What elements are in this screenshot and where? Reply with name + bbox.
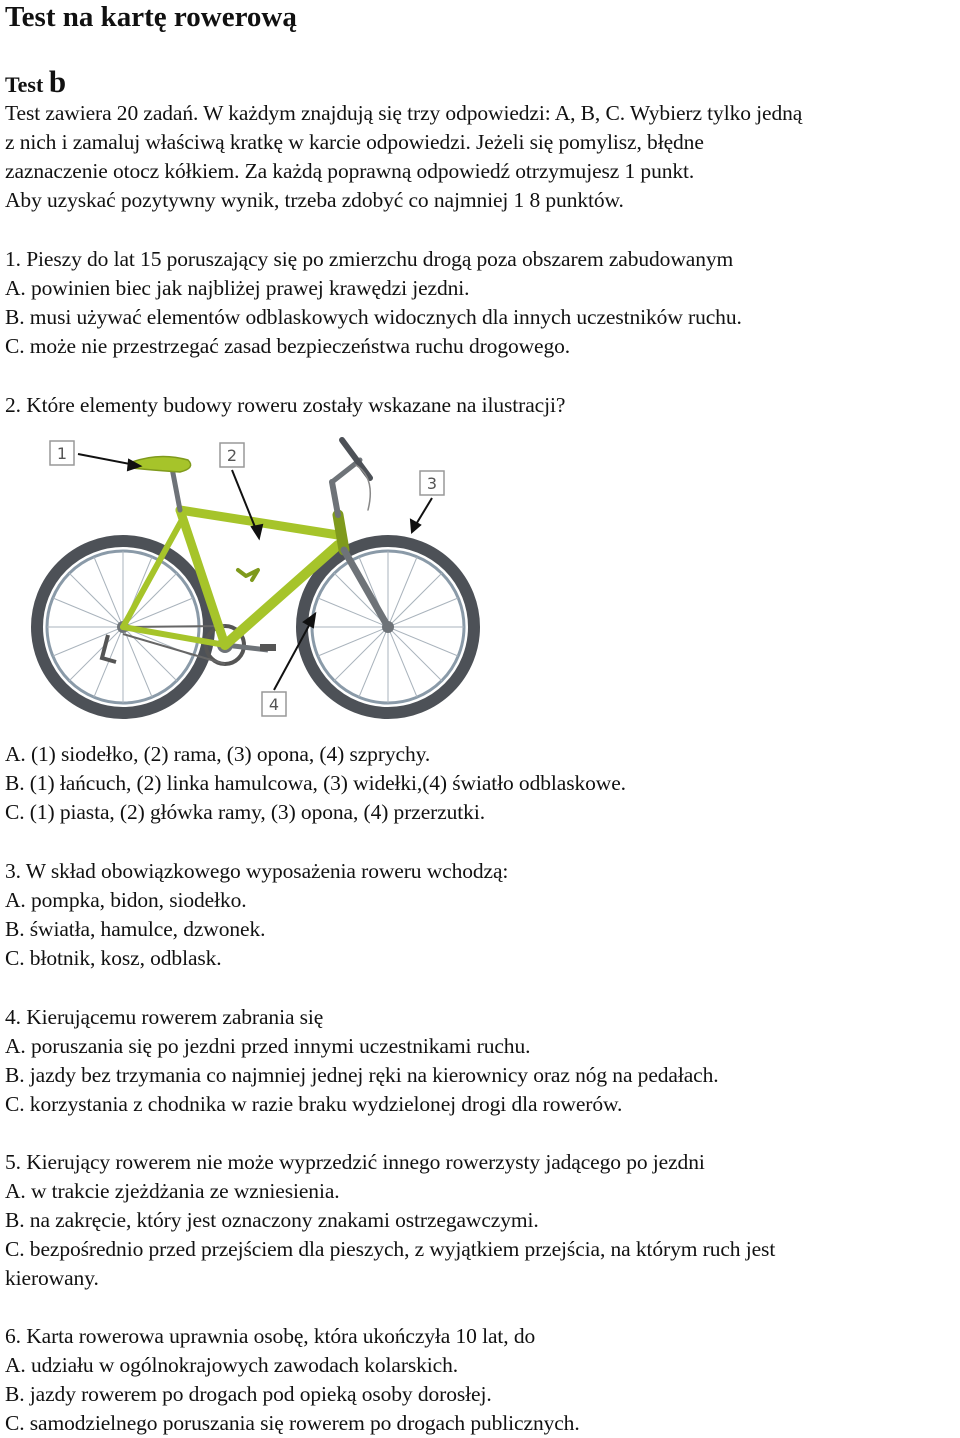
answer-2c: C. (1) piasta, (2) główka ramy, (3) opona, (4) przerzutki. [5,800,485,824]
answer-1c: C. może nie przestrzegać zasad bezpieczeństwa ruchu drogowego. [5,334,571,358]
svg-text:4: 4 [268,695,280,714]
bicycle-illustration [20,430,500,725]
question-1: 1. Pieszy do lat 15 poruszający się po zmierzchu drogą poza obszarem zabudowanym [5,247,734,271]
intro-line: Test zawiera 20 zadań. W każdym znajdują się trzy odpowiedzi: A, B, C. Wybierz tylko jedną [5,101,803,125]
answer-5c-continued: kierowany. [5,1266,99,1290]
test-label-letter: b [48,64,67,99]
callout-label-4 [262,692,286,716]
answer-1b: B. musi używać elementów odblaskowych widocznych dla innych uczestników ruchu. [5,305,742,329]
svg-text:2: 2 [226,446,238,465]
answer-1a: A. powinien biec jak najbliżej prawej krawędzi jezdni. [5,276,470,300]
question-3: 3. W skład obowiązkowego wyposażenia roweru wchodzą: [5,859,509,883]
answer-3a: A. pompka, bidon, siodełko. [5,888,247,912]
answer-2a: A. (1) siodełko, (2) rama, (3) opona, (4) szprychy. [5,742,431,766]
callout-label-1 [50,441,74,465]
question-6: 6. Karta rowerowa uprawnia osobę, która ukończyła 10 lat, do [5,1324,536,1348]
answer-6b: B. jazdy rowerem po drogach pod opieką osoby dorosłej. [5,1382,492,1406]
intro-line: z nich i zamaluj właściwą kratkę w karcie odpowiedzi. Jeżeli się pomylisz, błędne [5,130,704,154]
answer-4a: A. poruszania się po jezdni przed innymi uczestnikami ruchu. [5,1034,531,1058]
answer-4c: C. korzystania z chodnika w razie braku wydzielonej drogi dla rowerów. [5,1092,623,1116]
test-label-prefix: Test [5,72,44,97]
seat-and-handlebar [132,440,370,515]
answer-6c: C. samodzielnego poruszania się rowerem po drogach publicznych. [5,1411,580,1435]
answer-4b: B. jazdy bez trzymania co najmniej jednej ręki na kierownicy oraz nóg na pedałach. [5,1063,719,1087]
answer-3b: B. światła, hamulce, dzwonek. [5,917,266,941]
callout-label-2 [220,443,244,467]
answer-3c: C. błotnik, kosz, odblask. [5,946,222,970]
answer-5c: C. bezpośrednio przed przejściem dla pieszych, z wyjątkiem przejścia, na którym ruch jest [5,1237,776,1261]
question-4: 4. Kierującemu rowerem zabrania się [5,1005,324,1029]
test-label [5,66,66,101]
svg-text:1: 1 [56,444,68,463]
question-5: 5. Kierujący rowerem nie może wyprzedzić innego rowerzysty jadącego po jezdni [5,1150,705,1174]
answer-6a: A. udziału w ogólnokrajowych zawodach kolarskich. [5,1353,459,1377]
answer-5a: A. w trakcie zjeżdżania ze wzniesienia. [5,1179,340,1203]
answer-5b: B. na zakręcie, który jest oznaczony znakami ostrzegawczymi. [5,1208,539,1232]
callout-label-3 [420,471,444,495]
svg-text:3: 3 [426,474,438,493]
question-2: 2. Które elementy budowy roweru zostały wskazane na ilustracji? [5,393,566,417]
intro-line: zaznaczenie otocz kółkiem. Za każdą poprawną odpowiedź otrzymujesz 1 punkt. [5,159,695,183]
intro-line: Aby uzyskać pozytywny wynik, trzeba zdobyć co najmniej 1 8 punktów. [5,188,624,212]
page-title: Test na kartę rowerową [5,1,297,33]
answer-2b: B. (1) łańcuch, (2) linka hamulcowa, (3) widełki,(4) światło odblaskowe. [5,771,626,795]
